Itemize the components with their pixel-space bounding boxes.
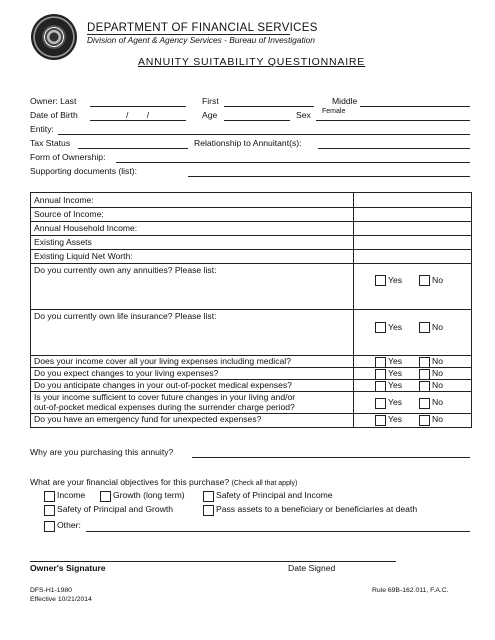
other-checkbox[interactable] xyxy=(44,521,55,532)
entity-label: Entity: xyxy=(30,124,54,134)
no-label: No xyxy=(432,380,443,390)
annuities-question: Do you currently own any annuities? Please list: xyxy=(34,265,217,275)
life-insurance-question: Do you currently own life insurance? Please list: xyxy=(34,311,217,321)
source-of-income-label: Source of Income: xyxy=(34,209,104,219)
dob-label: Date of Birth xyxy=(30,110,78,120)
no-label: No xyxy=(432,397,443,407)
income-sufficient-no-checkbox[interactable] xyxy=(419,398,430,409)
no-label: No xyxy=(432,322,443,332)
form-of-ownership-label: Form of Ownership: xyxy=(30,152,106,162)
table-row-line xyxy=(31,263,471,264)
supporting-docs-label: Supporting documents (list): xyxy=(30,166,137,176)
form-number: DFS-H1-1980 xyxy=(30,587,72,594)
safety-income-option-label: Safety of Principal and Income xyxy=(216,490,333,500)
purpose-field[interactable] xyxy=(192,457,470,458)
owner-signature-label: Owner's Signature xyxy=(30,563,106,573)
income-checkbox[interactable] xyxy=(44,491,55,502)
no-label: No xyxy=(432,275,443,285)
yes-label: Yes xyxy=(388,397,403,407)
safety-growth-checkbox[interactable] xyxy=(44,505,55,516)
emergency-fund-no-checkbox[interactable] xyxy=(419,415,430,426)
growth-option-label: Growth (long term) xyxy=(113,490,185,500)
yes-label: Yes xyxy=(388,356,403,366)
department-seal-logo xyxy=(31,14,77,60)
emergency-fund-yes-checkbox[interactable] xyxy=(375,415,386,426)
signature-line[interactable] xyxy=(30,561,396,562)
no-label: No xyxy=(432,356,443,366)
age-field[interactable] xyxy=(224,120,290,121)
owner-last-field[interactable] xyxy=(90,106,186,107)
income-cover-question: Does your income cover all your living expenses including medical? xyxy=(34,356,291,366)
sex-field[interactable] xyxy=(316,120,470,121)
table-row-line xyxy=(31,221,471,222)
table-row-line xyxy=(31,249,471,250)
financial-table xyxy=(30,192,472,428)
sex-value: Female xyxy=(322,108,346,115)
table-row-line xyxy=(31,235,471,236)
supporting-docs-field[interactable] xyxy=(188,176,470,177)
yes-label: Yes xyxy=(388,322,403,332)
relationship-label: Relationship to Annuitant(s): xyxy=(194,138,302,148)
age-label: Age xyxy=(202,110,218,120)
tax-status-label: Tax Status xyxy=(30,138,71,148)
safety-income-checkbox[interactable] xyxy=(203,491,214,502)
no-label: No xyxy=(432,368,443,378)
yes-label: Yes xyxy=(388,414,403,424)
living-expenses-question: Do you expect changes to your living expenses? xyxy=(34,368,219,378)
annuities-yes-checkbox[interactable] xyxy=(375,275,386,286)
other-field[interactable] xyxy=(86,531,470,532)
pass-assets-option-label: Pass assets to a beneficiary or beneficiaries at death xyxy=(216,504,418,514)
insurance-yes-checkbox[interactable] xyxy=(375,322,386,333)
income-sufficient-question-line2: out-of-pocket medical expenses during the surrender charge period? xyxy=(34,402,295,412)
middle-name-label: Middle xyxy=(332,96,358,106)
yes-label: Yes xyxy=(388,380,403,390)
first-name-label: First xyxy=(202,96,219,106)
income-sufficient-question-line1: Is your income sufficient to cover future changes in your living and/or xyxy=(34,392,296,402)
relationship-field[interactable] xyxy=(318,148,470,149)
annuities-no-checkbox[interactable] xyxy=(419,275,430,286)
safety-growth-option-label: Safety of Principal and Growth xyxy=(57,504,174,514)
form-title: ANNUITY SUITABILITY QUESTIONNAIRE xyxy=(138,56,366,68)
pass-assets-checkbox[interactable] xyxy=(203,505,214,516)
effective-date: Effective 10/21/2014 xyxy=(30,596,92,603)
income-sufficient-yes-checkbox[interactable] xyxy=(375,398,386,409)
no-label: No xyxy=(432,414,443,424)
entity-field[interactable] xyxy=(58,134,470,135)
sex-label: Sex xyxy=(296,110,311,120)
department-name: DEPARTMENT OF FINANCIAL SERVICES xyxy=(87,22,318,34)
objectives-hint: (Check all that apply) xyxy=(231,480,298,487)
yes-label: Yes xyxy=(388,275,403,285)
insurance-no-checkbox[interactable] xyxy=(419,322,430,333)
other-option-label: Other: xyxy=(57,520,81,530)
table-row-line xyxy=(31,207,471,208)
middle-name-field[interactable] xyxy=(360,106,470,107)
annual-income-label: Annual Income: xyxy=(34,195,94,205)
growth-checkbox[interactable] xyxy=(100,491,111,502)
income-option-label: Income xyxy=(57,490,86,500)
date-signed-label: Date Signed xyxy=(288,563,336,573)
existing-assets-label: Existing Assets xyxy=(34,237,92,247)
first-name-field[interactable] xyxy=(224,106,314,107)
emergency-fund-question: Do you have an emergency fund for unexpected expenses? xyxy=(34,414,262,424)
dob-field[interactable] xyxy=(90,120,186,121)
table-row-line xyxy=(31,309,471,310)
rule-reference: Rule 69B-162.011, F.A.C. xyxy=(372,587,449,594)
owner-last-label: Owner: Last xyxy=(30,96,77,106)
objectives-question xyxy=(30,477,297,487)
tax-status-field[interactable] xyxy=(78,148,188,149)
dob-separators: / / xyxy=(126,110,150,120)
medical-expenses-question: Do you anticipate changes in your out-of-pocket medical expenses? xyxy=(34,380,292,390)
purpose-question: Why are you purchasing this annuity? xyxy=(30,447,174,457)
household-income-label: Annual Household Income: xyxy=(34,223,138,233)
liquid-net-worth-label: Existing Liquid Net Worth: xyxy=(34,251,133,261)
yes-label: Yes xyxy=(388,368,403,378)
division-name: Division of Agent & Agency Services - Bureau of Investigation xyxy=(87,35,315,45)
objectives-question-text: What are your financial objectives for this purchase? xyxy=(30,477,230,487)
form-of-ownership-field[interactable] xyxy=(116,162,470,163)
